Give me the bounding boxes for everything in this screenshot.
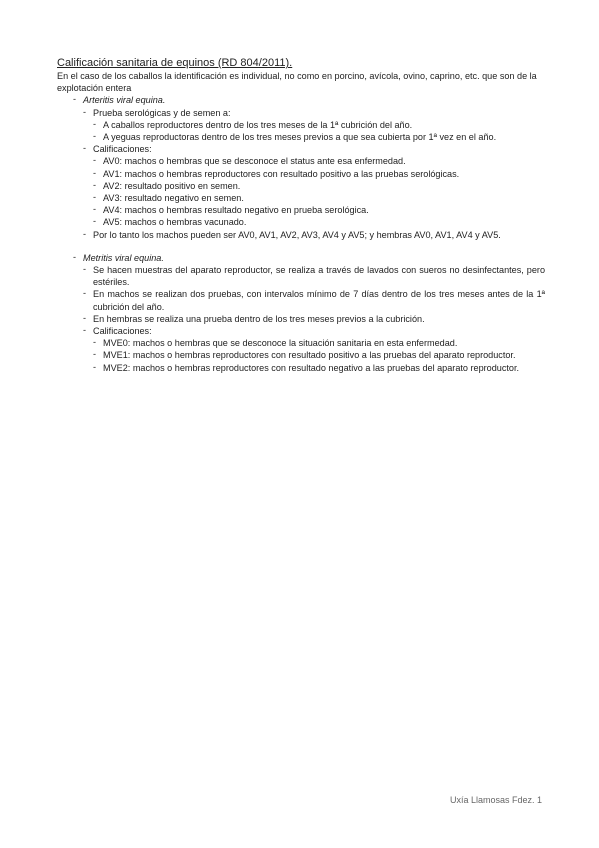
serologicas-label: Prueba serológicas y de semen a: <box>93 107 231 118</box>
main-list <box>57 94 545 373</box>
arteritis-section <box>83 94 545 251</box>
intro-paragraph: En el caso de los caballos la identificación es individual, no como en porcino, avícola, ovino, caprino, etc. que son de la explotación entera <box>57 71 537 94</box>
list-item: - AV5: machos o hembras vacunado. <box>103 216 545 228</box>
metritis-calificaciones-list <box>93 337 545 374</box>
list-item: - A yeguas reproductoras dentro de los tres meses previos a que sea cubierta por 1ª vez en el año. <box>103 131 545 143</box>
document-content <box>57 57 545 374</box>
list-item: - En hembras se realiza una prueba dentro de los tres meses previos a la cubrición. <box>93 313 545 325</box>
metritis-list <box>83 264 545 374</box>
list-item: - MVE1: machos o hembras reproductores con resultado positivo a las pruebas del aparato reproductor. <box>103 349 545 361</box>
calificaciones-label: Calificaciones: <box>93 144 152 155</box>
list-item: - A caballos reproductores dentro de los tres meses de la 1ª cubrición del año. <box>103 119 545 131</box>
page-title: Calificación sanitaria de equinos (RD 804/2011). <box>57 57 293 69</box>
metritis-heading: Metritis viral equina. <box>83 252 164 263</box>
page-footer: Uxía Llamosas Fdez. 1 <box>449 795 542 805</box>
arteritis-heading: Arteritis viral equina. <box>83 95 166 106</box>
list-item: - MVE0: machos o hembras que se desconoce la situación sanitaria en esta enfermedad. <box>103 337 545 349</box>
serologicas-list <box>93 119 545 143</box>
calificaciones-item <box>93 143 545 228</box>
list-item: - AV2: resultado positivo en semen. <box>103 180 545 192</box>
list-item: - En machos se realizan dos pruebas, con intervalos mínimo de 7 días dentro de los tres meses antes de la 1ª cubrición del año. <box>93 288 545 312</box>
arteritis-list <box>83 107 545 241</box>
list-item: - MVE2: machos o hembras reproductores con resultado negativo a las pruebas del aparato reproductor. <box>103 362 545 374</box>
section-spacer <box>83 241 545 252</box>
metritis-calificaciones-item <box>93 325 545 374</box>
calificaciones-list <box>93 155 545 228</box>
list-item: - AV1: machos o hembras reproductores con resultado positivo a las pruebas serológicas. <box>103 168 545 180</box>
list-item: - AV3: resultado negativo en semen. <box>103 192 545 204</box>
list-item: - AV4: machos o hembras resultado negativo en prueba serológica. <box>103 204 545 216</box>
metritis-section <box>83 252 545 374</box>
calificaciones-label: Calificaciones: <box>93 326 152 337</box>
conclusion-item: - Por lo tanto los machos pueden ser AV0, AV1, AV2, AV3, AV4 y AV5; y hembras AV0, AV1, AV4 y AV5. <box>93 229 545 241</box>
serologicas-item <box>93 107 545 144</box>
list-item: - Se hacen muestras del aparato reproductor, se realiza a través de lavados con sueros no desinfectantes, pero estériles. <box>93 264 545 288</box>
list-item: - AV0: machos o hembras que se desconoce el status ante esa enfermedad. <box>103 155 545 167</box>
